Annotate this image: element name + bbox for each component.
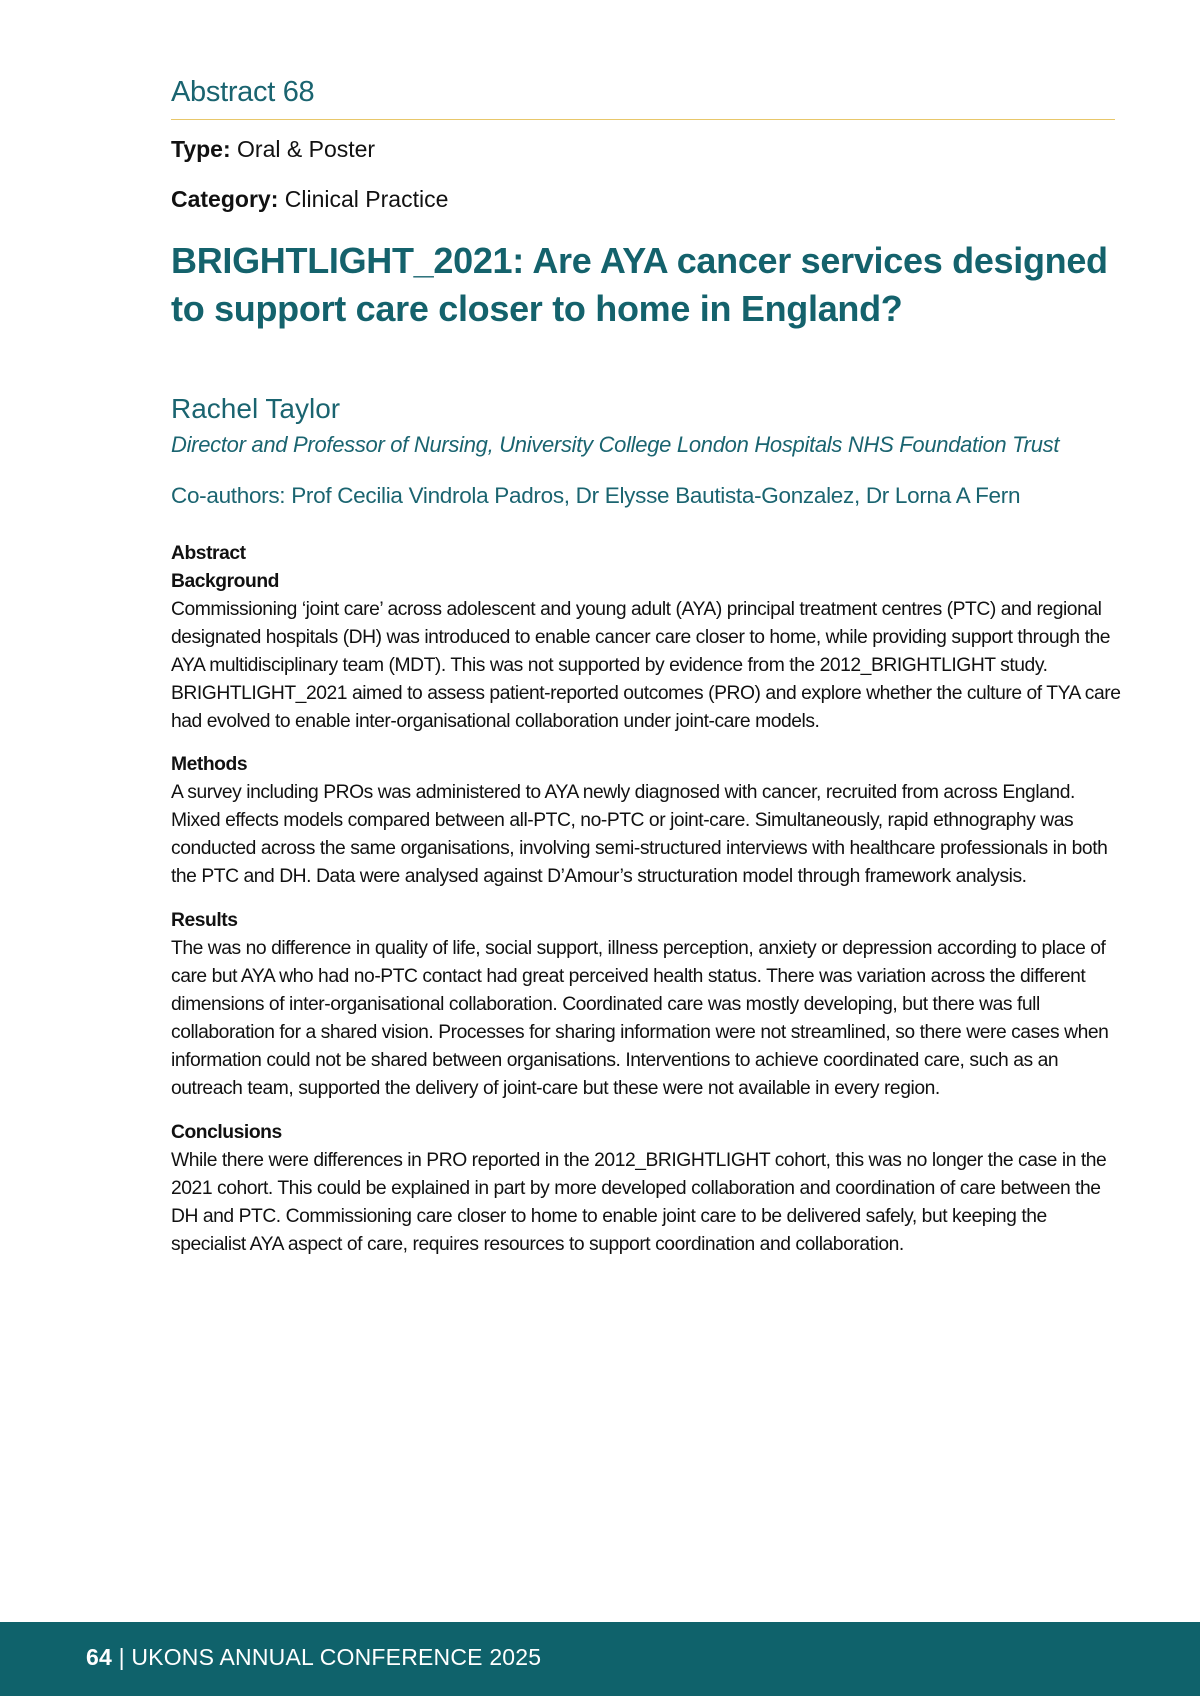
type-value: Oral & Poster — [237, 136, 376, 162]
abstract-heading: Abstract — [171, 543, 246, 564]
background-section — [171, 540, 1121, 736]
results-heading: Results — [171, 910, 238, 931]
conclusions-text: While there were differences in PRO reported in the 2012_BRIGHTLIGHT cohort, this was no longer the case in the 2021 cohort. This could be explained in part by more developed collaboration and coordination of care between the DH and PTC. Commissioning care closer to home to enable joint care to be delivered safely, but keeping the specialist AYA aspect of care, requires resources to support coordination and collaboration. — [171, 1150, 1107, 1255]
methods-section — [171, 751, 1121, 891]
type-line — [171, 136, 375, 163]
category-value: Clinical Practice — [284, 186, 449, 212]
category-label: Category: — [171, 186, 279, 212]
category-line — [171, 186, 448, 213]
results-text: The was no difference in quality of life, social support, illness perception, anxiety or depression according to place of care but AYA who had no-PTC contact had great perceived health status. There was variation across the different dimensions of inter-organisational collaboration. Coordinated care was mostly developing, but there was full collaboration for a shared vision. Processes for sharing information were not streamlined, so there were cases when information could not be shared between organisations. Interventions to achieve coordinated care, such as an outreach team, supported the delivery of joint-care but these were not available in every region. — [171, 938, 1109, 1099]
coauthors-line: Co-authors: Prof Cecilia Vindrola Padros, Dr Elysse Bautista-Gonzalez, Dr Lorna A Fern — [171, 483, 1021, 508]
results-section — [171, 907, 1121, 1103]
author-name: Rachel Taylor — [171, 393, 341, 424]
methods-text: A survey including PROs was administered to AYA newly diagnosed with cancer, recruited from across England. Mixed effects models compared between all-PTC, no-PTC or joint-care. Simultaneously, rapid ethnography was conducted across the same organisations, involving semi-structured interviews with healthcare professionals in both the PTC and DH. Data were analysed against D’Amour’s structuration model through framework analysis. — [171, 782, 1108, 887]
page-footer — [0, 1622, 1200, 1696]
page-number: 64 — [86, 1644, 112, 1670]
conclusions-section — [171, 1119, 1121, 1259]
abstract-number: Abstract 68 — [171, 76, 315, 108]
header-divider — [171, 119, 1115, 120]
footer-separator: | — [118, 1644, 125, 1670]
footer-text — [86, 1644, 541, 1671]
background-heading: Background — [171, 571, 279, 592]
abstract-title: BRIGHTLIGHT_2021: Are AYA cancer services designed to support care closer to home in England? — [171, 240, 1108, 329]
type-label: Type: — [171, 136, 231, 162]
conclusions-heading: Conclusions — [171, 1122, 282, 1143]
author-affiliation: Director and Professor of Nursing, University College London Hospitals NHS Foundation Trust — [171, 432, 1060, 457]
methods-heading: Methods — [171, 754, 248, 775]
background-text: Commissioning ‘joint care’ across adolescent and young adult (AYA) principal treatment centres (PTC) and regional designated hospitals (DH) was introduced to enable cancer care closer to home, while providing support through the AYA multidisciplinary team (MDT). This was not supported by evidence from the 2012_BRIGHTLIGHT study. BRIGHTLIGHT_2021 aimed to assess patient-reported outcomes (PRO) and explore whether the culture of TYA care had evolved to enable inter-organisational collaboration under joint-care models. — [171, 599, 1121, 732]
publication-name: UKONS ANNUAL CONFERENCE 2025 — [131, 1644, 542, 1670]
